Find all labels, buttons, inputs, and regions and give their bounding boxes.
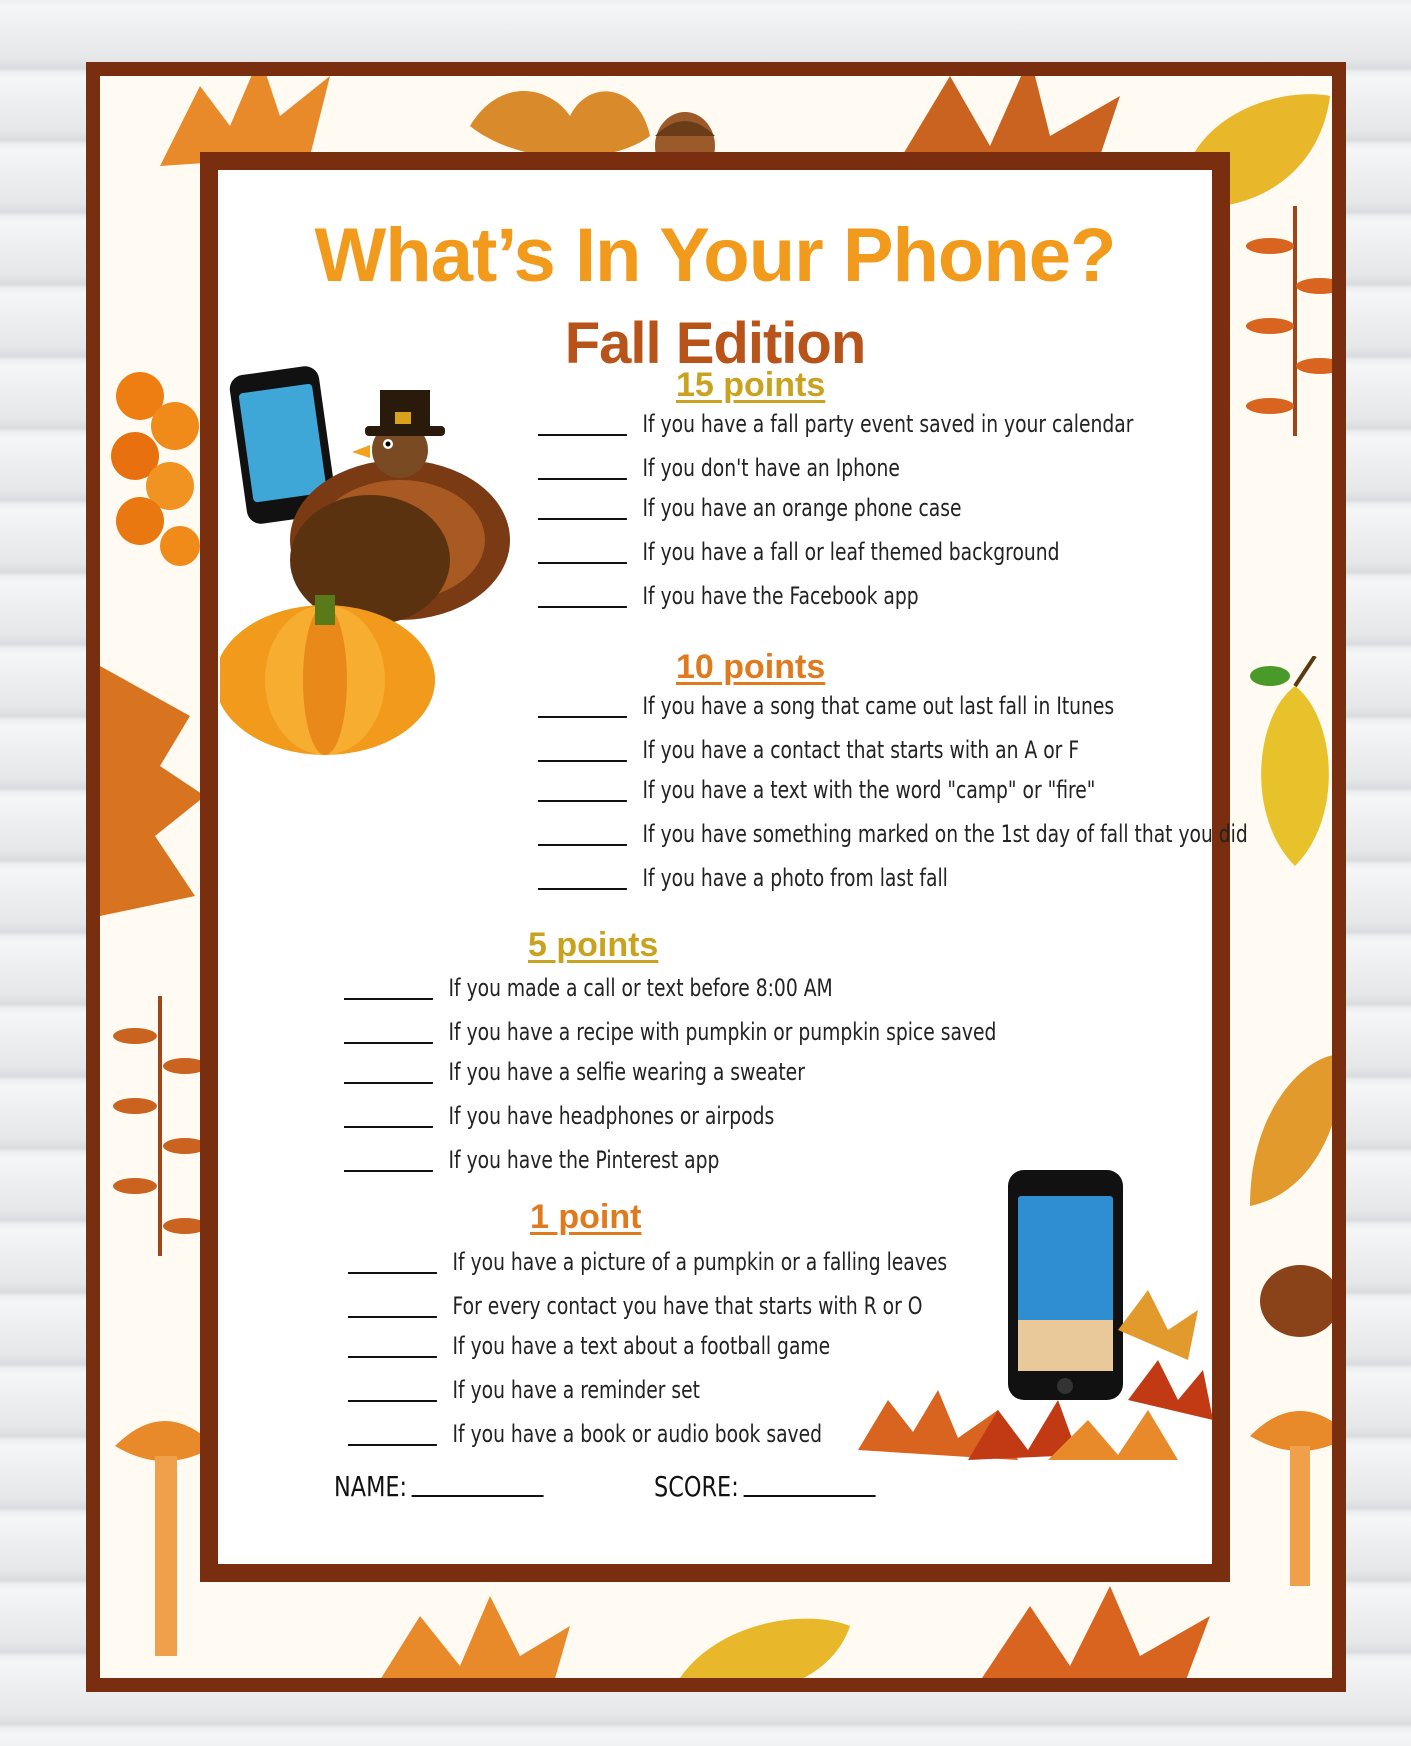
maple-leaf-icon: [360, 1596, 580, 1692]
answer-blank[interactable]: [344, 1126, 433, 1128]
name-input-line[interactable]: [412, 1495, 544, 1497]
checklist-item: If you have headphones or airpods: [344, 1098, 774, 1134]
answer-blank[interactable]: [348, 1400, 437, 1402]
chestnut-icon: [1250, 1246, 1346, 1346]
checklist-item: If you have a text with the word "camp" or "fire": [538, 772, 1095, 808]
yellow-leaf-icon: [660, 1606, 860, 1692]
maple-leaf-icon: [960, 1586, 1220, 1692]
checklist-item: If you have the Facebook app: [538, 578, 919, 614]
checklist-item: If you have a contact that starts with an A or F: [538, 732, 1079, 768]
answer-blank[interactable]: [348, 1444, 437, 1446]
section-heading-5-points: 5 points: [528, 926, 659, 964]
checklist-item: If you have a song that came out last fall in Itunes: [538, 688, 1114, 724]
checklist-item: If you have a fall or leaf themed background: [538, 534, 1060, 570]
checklist-item: If you have an orange phone case: [538, 490, 962, 526]
name-label: NAME:: [334, 1470, 408, 1503]
checklist-item: If you have a book or audio book saved: [348, 1416, 822, 1452]
answer-blank[interactable]: [538, 760, 627, 762]
answer-blank[interactable]: [348, 1272, 437, 1274]
maple-leaf-icon: [100, 636, 210, 936]
answer-blank[interactable]: [348, 1356, 437, 1358]
answer-blank[interactable]: [538, 478, 627, 480]
answer-blank[interactable]: [538, 562, 627, 564]
worksheet-card: [200, 152, 1248, 1582]
answer-blank[interactable]: [344, 1042, 433, 1044]
berry-cluster-icon: [100, 336, 210, 596]
answer-blank[interactable]: [538, 888, 627, 890]
checklist-item: If you have a fall party event saved in your calendar: [538, 406, 1133, 442]
pear-icon: [1240, 656, 1346, 876]
score-input-line[interactable]: [744, 1495, 876, 1497]
checklist-item: If you have a picture of a pumpkin or a falling leaves: [348, 1244, 947, 1280]
checklist-item: If you have a recipe with pumpkin or pumpkin spice saved: [344, 1014, 996, 1050]
answer-blank[interactable]: [538, 716, 627, 718]
mushroom-icon: [1250, 1396, 1346, 1596]
answer-blank[interactable]: [538, 844, 627, 846]
section-heading-1-point: 1 point: [530, 1198, 642, 1236]
page-subtitle: Fall Edition: [564, 311, 866, 376]
checklist-item: If you have the Pinterest app: [344, 1142, 719, 1178]
answer-blank[interactable]: [538, 518, 627, 520]
page-title: What’s In Your Phone?: [314, 213, 1116, 298]
checklist-item: If you made a call or text before 8:00 AM: [344, 970, 833, 1006]
answer-blank[interactable]: [538, 800, 627, 802]
answer-blank[interactable]: [344, 998, 433, 1000]
oak-leaf-icon: [1240, 1036, 1346, 1216]
section-heading-15-points: 15 points: [676, 366, 826, 404]
answer-blank[interactable]: [538, 606, 627, 608]
section-heading-10-points: 10 points: [676, 648, 826, 686]
answer-blank[interactable]: [344, 1082, 433, 1084]
name-field: [334, 1470, 544, 1503]
checklist-item: For every contact you have that starts with R or O: [348, 1288, 923, 1324]
checklist-item: If you have a selfie wearing a sweater: [344, 1054, 805, 1090]
checklist-item: If you have something marked on the 1st day of fall that you did: [538, 816, 1248, 852]
score-label: SCORE:: [654, 1470, 739, 1503]
score-field: [654, 1470, 876, 1503]
checklist-item: If you have a photo from last fall: [538, 860, 948, 896]
checklist-item: If you don't have an Iphone: [538, 450, 900, 486]
answer-blank[interactable]: [344, 1170, 433, 1172]
checklist-item: If you have a text about a football game: [348, 1328, 830, 1364]
fern-leaf-icon: [110, 996, 210, 1256]
turkey-with-phone-illustration: [220, 350, 520, 770]
fern-leaf-icon: [1240, 206, 1346, 436]
answer-blank[interactable]: [348, 1316, 437, 1318]
smartphone-icon: [1008, 1170, 1123, 1400]
answer-blank[interactable]: [538, 434, 627, 436]
checklist-item: If you have a reminder set: [348, 1372, 700, 1408]
